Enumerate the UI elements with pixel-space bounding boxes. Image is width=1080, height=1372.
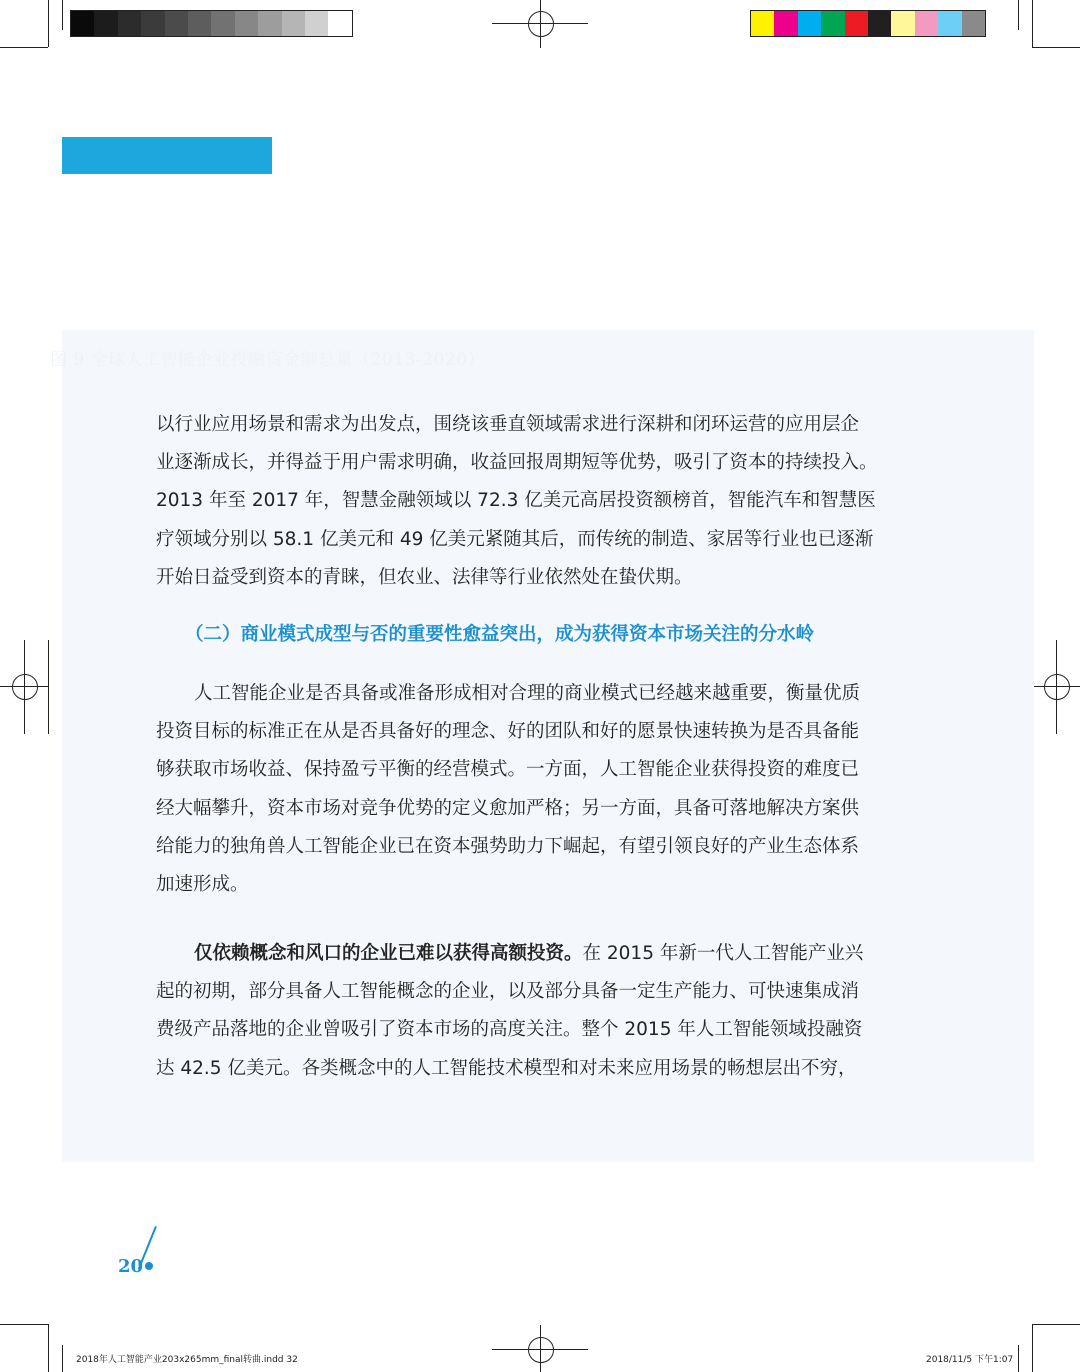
paragraph-line: 费级产品落地的企业曾吸引了资本市场的高度关注。整个 2015 年人工智能领域投融资 xyxy=(156,1019,863,1041)
color-swatch xyxy=(774,11,797,36)
crop-mark xyxy=(0,1324,48,1325)
paragraph-line: 以行业应用场景和需求为出发点，围绕该垂直领域需求进行深耕和闭环运营的应用层企 xyxy=(156,414,860,435)
color-swatch xyxy=(118,11,141,36)
section-accent-bar xyxy=(62,137,272,174)
paragraph-line: 给能力的独角兽人工智能企业已在资本强势助力下崛起，有望引领良好的产业生态体系 xyxy=(156,835,860,857)
crop-mark xyxy=(48,1324,49,1372)
paragraph-line xyxy=(156,935,926,973)
color-swatch xyxy=(258,11,281,36)
color-swatch xyxy=(798,11,821,36)
crop-mark xyxy=(1032,0,1033,47)
paragraph-line: 加速形成。 xyxy=(156,874,249,896)
crop-mark xyxy=(62,1345,63,1372)
crop-mark xyxy=(48,640,49,734)
registration-mark-circle xyxy=(528,11,554,37)
crop-mark xyxy=(1032,1324,1080,1325)
color-swatch xyxy=(328,11,351,36)
crop-mark xyxy=(1032,1324,1033,1372)
paragraph-line: 经大幅攀升，资本市场对竞争优势的定义愈加严格；另一方面，具备可落地解决方案供 xyxy=(156,797,860,819)
color-swatch xyxy=(915,11,938,36)
page-number: 20 xyxy=(118,1256,144,1277)
color-swatch xyxy=(868,11,891,36)
registration-mark-circle xyxy=(1044,674,1070,700)
color-swatch xyxy=(282,11,305,36)
color-swatch xyxy=(305,11,328,36)
paragraph-line: 业逐渐成长，并得益于用户需求明确，收益回报周期短等优势，吸引了资本的持续投入。 xyxy=(156,452,878,474)
figure-caption: 图 9 全球人工智能企业投融资金额总量（2013-2020） xyxy=(50,350,485,370)
color-swatch xyxy=(821,11,844,36)
color-swatch xyxy=(845,11,868,36)
paragraph-line: 2013 年至 2017 年，智慧金融领域以 72.3 亿美元高居投资额榜首，智能汽车和智慧医 xyxy=(156,490,876,512)
paragraph-line: 起的初期，部分具备人工智能概念的企业，以及部分具备一定生产能力、可快速集成消 xyxy=(156,981,860,1003)
footer-timestamp: 2018/11/5 下午1:07 xyxy=(926,1355,1014,1365)
color-swatch xyxy=(938,11,961,36)
crop-mark xyxy=(1018,1345,1019,1372)
footer-file-info: 2018年人工智能产业203x265mm_final转曲.indd 32 xyxy=(76,1355,298,1365)
paragraph-line: 人工智能企业是否具备或准备形成相对合理的商业模式已经越来越重要，衡量优质 xyxy=(194,683,861,704)
color-swatch xyxy=(211,11,234,36)
paragraph-line: 够获取市场收益、保持盈亏平衡的经营模式。一方面，人工智能企业获得投资的难度已 xyxy=(156,759,860,781)
color-swatch xyxy=(235,11,258,36)
paragraph-3 xyxy=(156,935,926,1088)
color-swatch xyxy=(188,11,211,36)
bold-lead: 仅依赖概念和风口的企业已难以获得高额投资。 xyxy=(194,943,583,964)
color-swatch xyxy=(891,11,914,36)
registration-mark-circle xyxy=(12,674,38,700)
crop-mark xyxy=(48,0,49,47)
lead-rest: 在 2015 年新一代人工智能产业兴 xyxy=(582,943,864,964)
page-number-dot xyxy=(145,1262,153,1270)
crop-mark xyxy=(1018,0,1019,30)
color-swatch xyxy=(962,11,985,36)
paragraph-2 xyxy=(156,675,926,904)
paragraph-line: 疗领域分别以 58.1 亿美元和 49 亿美元紧随其后，而传统的制造、家居等行业也已逐渐 xyxy=(156,528,874,550)
registration-mark-circle xyxy=(528,1337,554,1363)
paragraph-line: 达 42.5 亿美元。各类概念中的人工智能技术模型和对未来应用场景的畅想层出不穷， xyxy=(156,1057,857,1079)
color-swatch xyxy=(71,11,94,36)
section-subheading: （二）商业模式成型与否的重要性愈益突出，成为获得资本市场关注的分水岭 xyxy=(185,624,815,645)
paragraph-line: 开始日益受到资本的青睐，但农业、法律等行业依然处在蛰伏期。 xyxy=(156,566,693,588)
color-swatch xyxy=(165,11,188,36)
color-swatch xyxy=(94,11,117,36)
crop-mark xyxy=(1032,47,1080,48)
crop-mark xyxy=(0,47,48,48)
process-color-bar xyxy=(750,10,986,37)
color-swatch xyxy=(141,11,164,36)
grayscale-color-bar xyxy=(70,10,353,37)
crop-mark xyxy=(62,0,63,30)
color-swatch xyxy=(751,11,774,36)
paragraph-1 xyxy=(156,406,926,597)
paragraph-line: 投资目标的标准正在从是否具备好的理念、好的团队和好的愿景快速转换为是否具备能 xyxy=(156,721,860,743)
